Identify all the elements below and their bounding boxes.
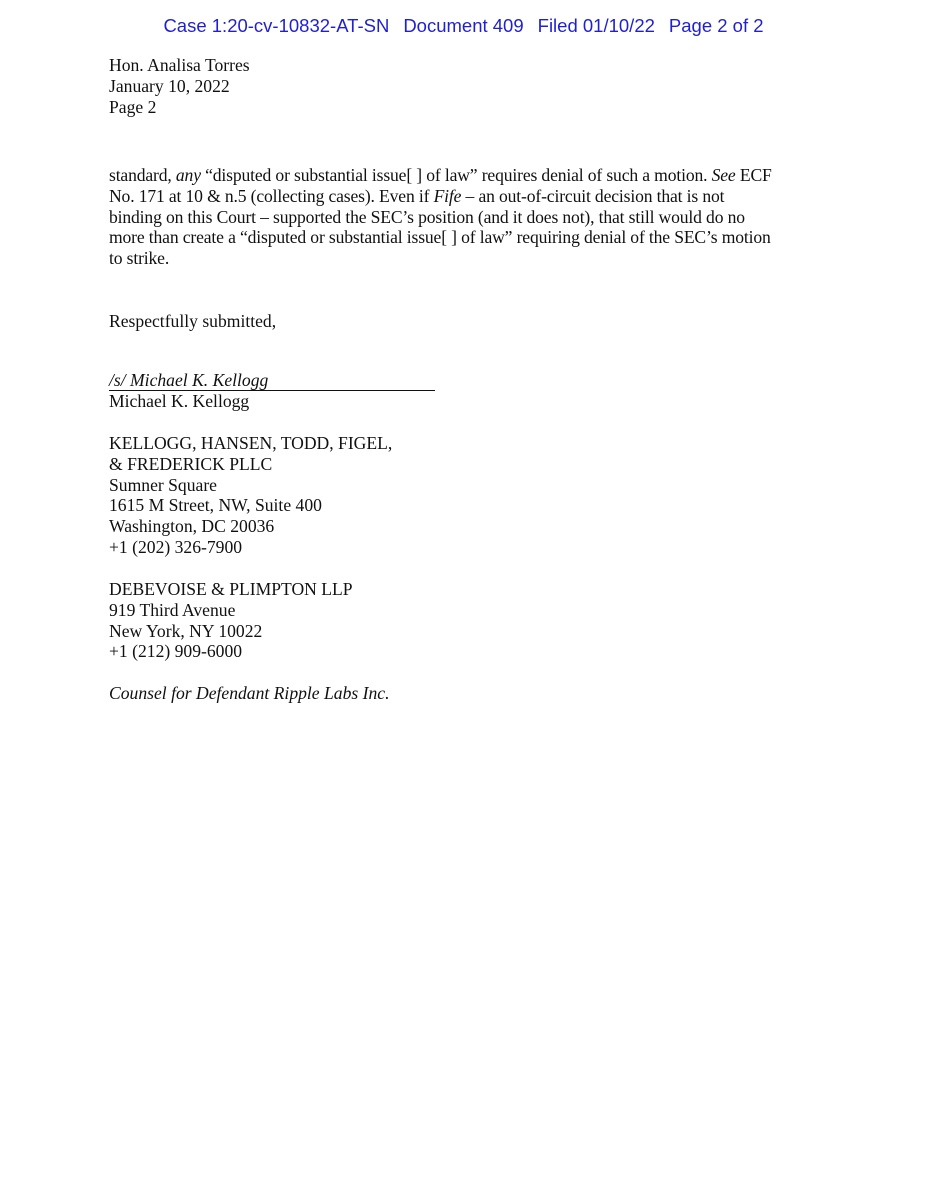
closing-salutation: Respectfully submitted, [109,311,277,331]
text-run: ECF [735,165,772,185]
firm-line: 1615 M Street, NW, Suite 400 [109,495,322,516]
paragraph-line [109,186,824,207]
paragraph-line [109,165,824,186]
ecf-filing-header [0,15,927,37]
electronic-signature: /s/ Michael K. Kellogg [109,371,435,391]
firm-address-debevoise [109,579,353,662]
firm-line: Sumner Square [109,474,217,495]
text-run: to strike. [109,248,170,269]
text-run: No. 171 at 10 & n.5 (collecting cases). Even if [109,185,434,206]
addressee: Hon. Analisa Torres [109,55,250,75]
filed-date: Filed 01/10/22 [537,15,655,36]
page-count: Page 2 of 2 [668,15,764,36]
firm-phone: +1 (212) 909-6000 [109,641,243,662]
letter-header [109,55,250,117]
firm-line: Washington, DC 20036 [109,516,275,537]
text-run: – an out-of-circuit decision that is not [461,185,725,206]
signature-block [109,370,435,391]
text-run: “disputed or substantial issue[ ] of law” requires denial of such a motion. [200,165,712,185]
text-run: binding on this Court – supported the SEC’s position (and it does not), that still would do no [109,206,745,227]
document-number: Document 409 [403,15,524,36]
body-paragraph [109,165,824,269]
firm-line: & FREDERICK PLLC [109,453,273,474]
counsel-designation: Counsel for Defendant Ripple Labs Inc. [109,683,390,703]
firm-line: New York, NY 10022 [109,620,263,641]
firm-line: KELLOGG, HANSEN, TODD, FIGEL, [109,433,393,453]
firm-line: 919 Third Avenue [109,599,236,620]
letter-page-number: Page 2 [109,96,157,117]
paragraph-line [109,207,824,228]
italic-text: any [175,165,201,185]
text-run: standard, [109,165,176,185]
paragraph-line [109,248,824,269]
italic-text: Fife [433,185,462,206]
italic-text: See [711,165,736,185]
letter-date: January 10, 2022 [109,75,230,96]
case-number: Case 1:20-cv-10832-AT-SN [163,15,390,36]
signer-name: Michael K. Kellogg [109,391,250,411]
firm-address-kellogg [109,433,392,558]
firm-line: DEBEVOISE & PLIMPTON LLP [109,579,353,599]
firm-phone: +1 (202) 326-7900 [109,536,243,557]
text-run: more than create a “disputed or substantial issue[ ] of law” requiring denial of the SEC’s motion [109,227,771,248]
paragraph-line [109,227,824,248]
